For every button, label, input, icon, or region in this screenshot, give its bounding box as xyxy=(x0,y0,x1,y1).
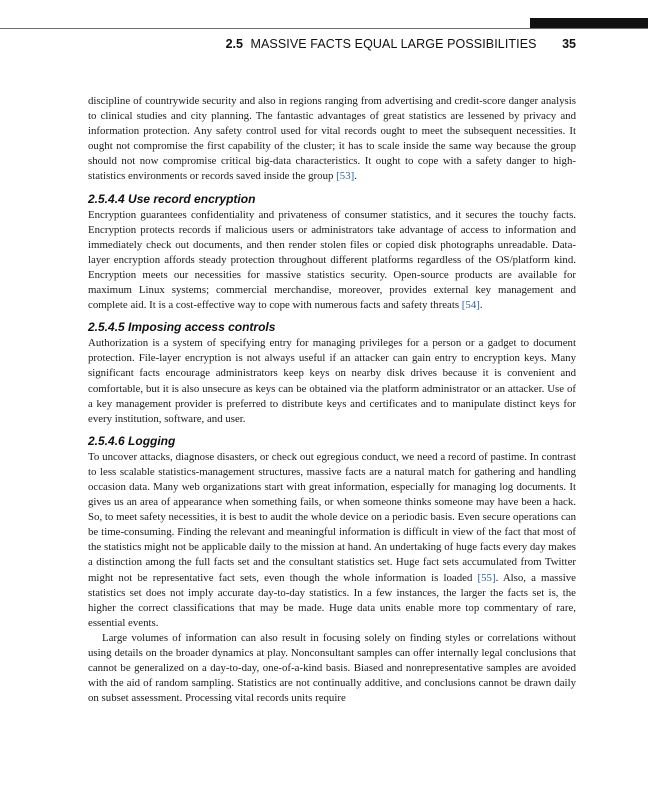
running-header xyxy=(226,37,576,51)
sentence-end: . xyxy=(354,170,357,183)
citation-link[interactable]: [55] xyxy=(477,571,496,584)
citation-link[interactable]: [54] xyxy=(461,299,480,312)
paragraph-text: . Also, a massive statistics set does not imply accurate day-to-day statistics. In a few instances, the larger the facts set is, the higher the correct classifications that may be made. Huge data units enable more top commentary of rare, essential events. xyxy=(88,571,576,629)
page-number: 35 xyxy=(562,37,576,51)
section-heading: 2.5.4.5 Imposing access controls xyxy=(88,320,276,335)
paragraph-text: To uncover attacks, diagnose disasters, or check out egregious conduct, we need a record of pastime. In contrast to less scalable statistics-management structures, massive facts are a natural match for gathering and handling occasion data. Many web organizations start with great information, especially for managing log documents. It gives us an area of appearance when something fails, or when someone thinks someone may have been a hack. So, to meet safety necessities, it is best to audit the whole device on a periodic basis. Even secure operations can be time-consuming. Finding the relevant and meaningful information is difficult in view of the fact that most of the statistics might not be applicable daily to the mission at hand. An undertaking of huge facts every day makes a distinction among the full facts set and the consultant statistics set. Huge fact sets accumulated from Twitter might not be representative fact sets, even though the whole information is loaded xyxy=(88,450,576,584)
header-section-title: MASSIVE FACTS EQUAL LARGE POSSIBILITIES xyxy=(250,37,537,51)
continuation-paragraph xyxy=(88,94,576,185)
body-paragraph xyxy=(88,450,576,631)
paragraph-text: discipline of countrywide security and also in regions ranging from advertising and credit-score danger analysis to clinical studies and city planning. The fantastic advantages of great statistics are lessened by privacy and information protection. Any safety control used for vital records ought to meet the subsequent necessities. It ought not compromise the first capability of the cluster; it has to scale inside the same way because the group should not now compromise critical big-data characteristics. It ought to cope with a safety danger to high-statistics environments or records saved inside the group xyxy=(88,95,576,183)
body-paragraph xyxy=(88,208,576,314)
body-paragraph: Authorization is a system of specifying entry for managing privileges for a person or a gadget to document protection. File-layer encryption is not always useful if an attacker can gain entry to encryption keys. Many significant facts encourage administrators keep keys on nearby disk drives because it is convenient and comfortable, but it is also unsecure as keys can be obtained via the platform administrator or an attacker. Use of a key management provider is preferred to distribute keys and certificates and to manipulate distinct keys for every institution, software, and user. xyxy=(88,337,576,425)
page-body xyxy=(88,94,576,706)
citation-link[interactable]: [53] xyxy=(336,170,355,183)
header-rule xyxy=(0,28,648,29)
body-paragraph: Large volumes of information can also result in focusing solely on finding styles or correlations without using details on the broader dynamics at play. Nonconsultant samples can offer internally legal conclusions that cannot be generalized on a day-to-day, one-of-a-kind basis. Biased and nonrepresentative samples are avoided with the aid of random sampling. Statistics are not continually additive, and conclusions cannot be drawn daily on subset assessment. Processing vital records units require xyxy=(88,631,576,705)
paragraph-text: Encryption guarantees confidentiality and privateness of consumer statistics, and it secures the touchy facts. Encryption protects records if malicious users or administrators take advantage of access to information and immediately check out documents, and then render stolen files or copied disk photographs unreadable. Data-layer encryption affords steady protection throughout different platforms regardless of the OS/platform kind. Encryption meets our necessities for massive statistics security. Open-source products are available for maximum Linux systems; commercial merchandise, moreover, provides external key management and complete aid. It is a cost-effective way to cope with numerous facts and safety threats xyxy=(88,208,576,312)
header-section-number: 2.5 xyxy=(225,37,243,51)
sentence-end: . xyxy=(479,299,483,312)
section-heading: 2.5.4.4 Use record encryption xyxy=(88,191,256,206)
section-heading: 2.5.4.6 Logging xyxy=(88,433,176,448)
